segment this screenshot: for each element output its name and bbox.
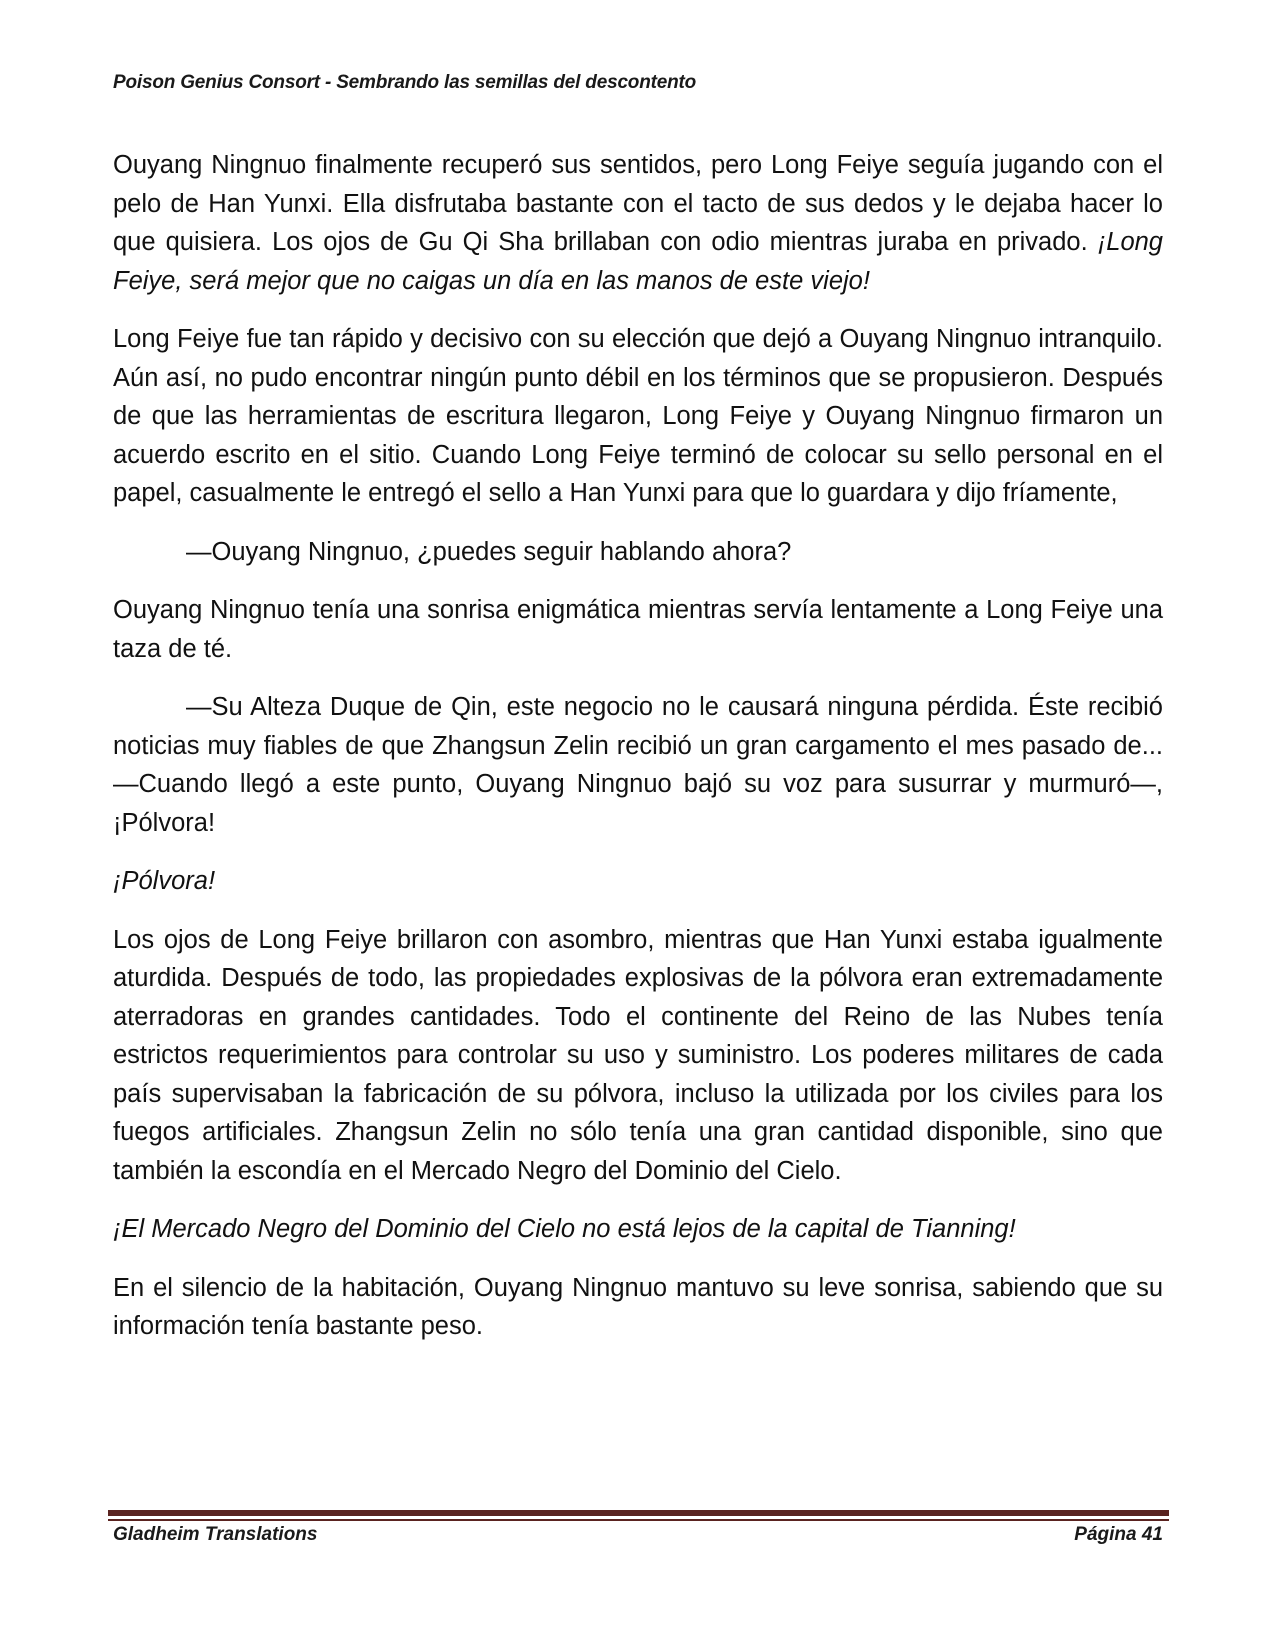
paragraph-6-italic: ¡Pólvora!: [113, 867, 216, 895]
footer-publisher: Gladheim Translations: [113, 1524, 318, 1545]
paragraph-1-text: Ouyang Ningnuo finalmente recuperó sus sentidos, pero Long Feiye seguía jugando con el pelo de Han Yunxi. Ella disfrutaba bastante con el tacto de sus dedos y le dejaba hacer lo que quisiera. Los ojos de Gu Qi Sha brillaban con odio mientras juraba en privado.: [113, 151, 1163, 256]
document-body: [113, 146, 1163, 1366]
paragraph-1: [113, 146, 1163, 300]
footer-divider-thick: [108, 1510, 1169, 1516]
paragraph-8-italic: ¡El Mercado Negro del Dominio del Cielo no está lejos de la capital de Tianning!: [113, 1215, 1016, 1243]
paragraph-5-dialogue: —Su Alteza Duque de Qin, este negocio no le causará ninguna pérdida. Éste recibió noticias muy fiables de que Zhangsun Zelin recibió un gran cargamento el mes pasado de... —Cuando llegó a este punto, Ouyang Ningnuo bajó su voz para susurrar y murmuró—, ¡Pólvora!: [113, 693, 1163, 837]
page-header-title: Poison Genius Consort - Sembrando las semillas del descontento: [113, 72, 697, 93]
footer-page-number: Página 41: [1074, 1524, 1163, 1545]
paragraph-2: Long Feiye fue tan rápido y decisivo con su elección que dejó a Ouyang Ningnuo intranquilo. Aún así, no pudo encontrar ningún punto débil en los términos que se propusieron. Después de que las herramientas de escritura llegaron, Long Feiye y Ouyang Ningnuo firmaron un acuerdo escrito en el sitio. Cuando Long Feiye terminó de colocar su sello personal en el papel, casualmente le entregó el sello a Han Yunxi para que lo guardara y dijo fríamente,: [113, 325, 1163, 507]
footer-divider-thin: [108, 1519, 1169, 1521]
paragraph-7: Los ojos de Long Feiye brillaron con asombro, mientras que Han Yunxi estaba igualmente aturdida. Después de todo, las propiedades explosivas de la pólvora eran extremadamente aterradoras en grandes cantidades. Todo el continente del Reino de las Nubes tenía estrictos requerimientos para controlar su uso y suministro. Los poderes militares de cada país supervisaban la fabricación de su pólvora, incluso la utilizada por los civiles para los fuegos artificiales. Zhangsun Zelin no sólo tenía una gran cantidad disponible, sino que también la escondía en el Mercado Negro del Dominio del Cielo.: [113, 925, 1163, 1185]
paragraph-1-italic: ¡Long Feiye, será mejor que no caigas un día en las manos de este viejo!: [113, 228, 1163, 295]
paragraph-9: En el silencio de la habitación, Ouyang Ningnuo mantuvo su leve sonrisa, sabiendo que su información tenía bastante peso.: [113, 1273, 1163, 1340]
paragraph-4: Ouyang Ningnuo tenía una sonrisa enigmática mientras servía lentamente a Long Feiye una taza de té.: [113, 596, 1163, 663]
paragraph-3-dialogue: —Ouyang Ningnuo, ¿puedes seguir hablando ahora?: [186, 537, 792, 566]
